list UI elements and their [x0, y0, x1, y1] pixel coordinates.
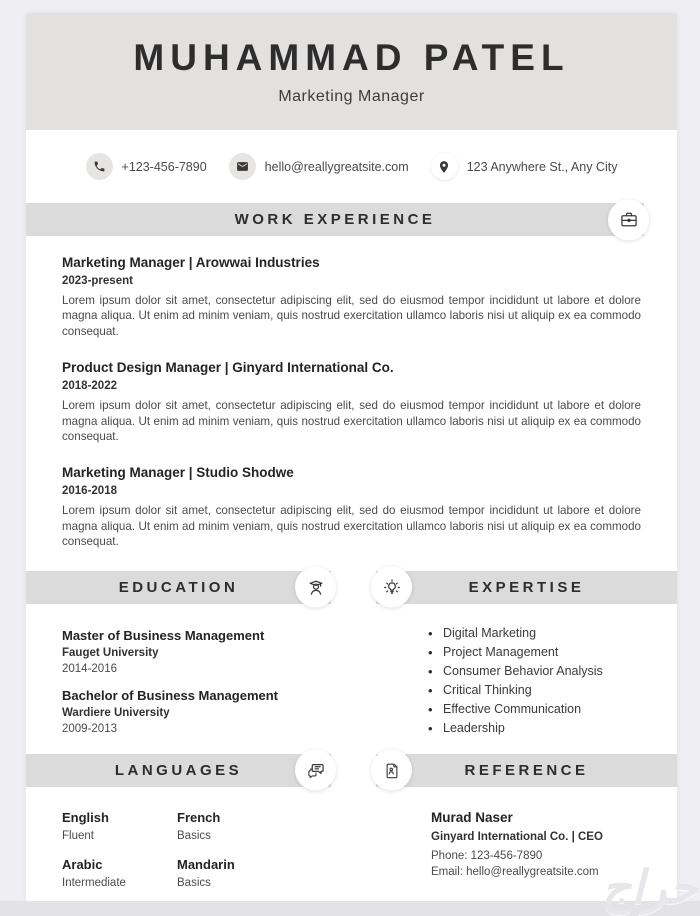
job-entry	[62, 360, 641, 444]
job-period: 2018-2022	[62, 380, 117, 393]
language-name: Arabic	[62, 856, 103, 872]
contact-address	[431, 153, 618, 180]
header-band	[26, 13, 677, 130]
expertise-list	[376, 604, 677, 754]
language-entry	[62, 857, 177, 889]
reference-details	[376, 787, 677, 878]
reference-position: Ginyard International Co. | CEO	[431, 830, 603, 843]
expertise-title: EXPERTISE	[468, 578, 585, 596]
work-experience-title: WORK EXPERIENCE	[234, 211, 436, 228]
degree: Master of Business Management	[62, 627, 265, 643]
person-job-title: Marketing Manager	[278, 88, 425, 105]
language-level: Basics	[177, 876, 211, 889]
skill-item: • Project Management	[428, 643, 677, 662]
email-text: hello@reallygreatsite.com	[264, 159, 409, 174]
job-description: Lorem ipsum dolor sit amet, consectetur adipiscing elit, sed do eiusmod tempor incididunt ut labore et dolore magna aliqua. Ut enim ad minim veniam, quis nostrud exercitation ullamco laboris nisi ut aliquip ex ea commodo consequat.	[62, 294, 641, 338]
job-entry	[62, 465, 641, 549]
education-period: 2009-2013	[62, 722, 117, 735]
phone-text: +123-456-7890	[121, 159, 207, 174]
language-name: French	[177, 809, 221, 825]
column-gap	[331, 754, 376, 889]
education-expertise-row	[26, 571, 677, 754]
contact-email	[229, 153, 409, 180]
language-name: English	[62, 809, 109, 825]
job-period: 2023-present	[62, 275, 133, 287]
skill-item: • Leadership	[428, 719, 677, 738]
school: Fauget University	[62, 646, 159, 659]
expertise-header	[376, 571, 677, 604]
site-watermark: حراج	[601, 861, 698, 913]
reference-document-icon	[371, 750, 412, 791]
language-name: Mandarin	[177, 856, 235, 872]
reference-column	[376, 754, 677, 889]
education-column	[26, 571, 331, 754]
education-entry	[62, 628, 331, 675]
skill-item: • Digital Marketing	[428, 624, 677, 643]
language-entry	[62, 810, 177, 842]
language-level: Fluent	[62, 829, 94, 842]
work-experience-list	[26, 236, 677, 550]
education-title: EDUCATION	[118, 578, 239, 596]
job-title: Marketing Manager | Studio Shodwe	[62, 465, 294, 481]
column-gap	[331, 571, 376, 754]
school: Wardiere University	[62, 706, 170, 719]
contact-phone	[86, 153, 207, 180]
job-title: Product Design Manager | Ginyard International Co.	[62, 360, 394, 376]
reference-title: REFERENCE	[464, 761, 589, 779]
reference-email: Email: hello@reallygreatsite.com	[431, 865, 599, 878]
education-period: 2014-2016	[62, 662, 117, 675]
job-entry	[62, 255, 641, 339]
briefcase-icon	[608, 199, 649, 240]
education-list	[26, 604, 331, 754]
job-title: Marketing Manager | Arowwai Industries	[62, 255, 320, 270]
person-name: MUHAMMAD PATEL	[133, 37, 570, 78]
reference-phone: Phone: 123-456-7890	[431, 849, 543, 862]
expertise-column	[376, 571, 677, 754]
language-entry	[177, 857, 331, 889]
languages-header	[26, 754, 331, 787]
languages-column	[26, 754, 331, 889]
job-period: 2016-2018	[62, 485, 117, 498]
location-pin-icon	[431, 153, 458, 180]
skill-item: • Effective Communication	[428, 700, 677, 719]
job-description: Lorem ipsum dolor sit amet, consectetur adipiscing elit, sed do eiusmod tempor incididunt ut labore et dolore magna aliqua. Ut enim ad minim veniam, quis nostrud exercitation ullamco laboris nisi ut aliquip ex ea commodo consequat.	[62, 504, 641, 549]
address-text: 123 Anywhere St., Any City	[466, 159, 618, 174]
chat-bubbles-icon	[295, 750, 336, 791]
languages-title: LANGUAGES	[114, 761, 243, 779]
education-entry	[62, 688, 331, 735]
languages-reference-row	[26, 754, 677, 889]
photo-bottom-edge	[0, 901, 700, 916]
language-entry	[177, 810, 331, 842]
job-description: Lorem ipsum dolor sit amet, consectetur adipiscing elit, sed do eiusmod tempor incididunt ut labore et dolore magna aliqua. Ut enim ad minim veniam, quis nostrud exercitation ullamco laboris nisi ut aliquip ex ea commodo consequat.	[62, 399, 641, 444]
reference-name: Murad Naser	[431, 809, 513, 825]
phone-icon	[86, 153, 113, 180]
language-level: Basics	[177, 829, 211, 842]
resume-page	[26, 13, 677, 901]
idea-bulb-icon	[371, 567, 412, 608]
degree: Bachelor of Business Management	[62, 687, 278, 703]
reference-header	[376, 754, 677, 787]
language-level: Intermediate	[62, 876, 126, 889]
skill-item: • Consumer Behavior Analysis	[428, 662, 677, 681]
contact-row	[26, 130, 677, 203]
skill-item: • Critical Thinking	[428, 681, 677, 700]
graduate-icon	[295, 567, 336, 608]
work-experience-header	[26, 203, 644, 236]
education-header	[26, 571, 331, 604]
languages-list	[26, 787, 331, 889]
envelope-icon	[229, 153, 256, 180]
